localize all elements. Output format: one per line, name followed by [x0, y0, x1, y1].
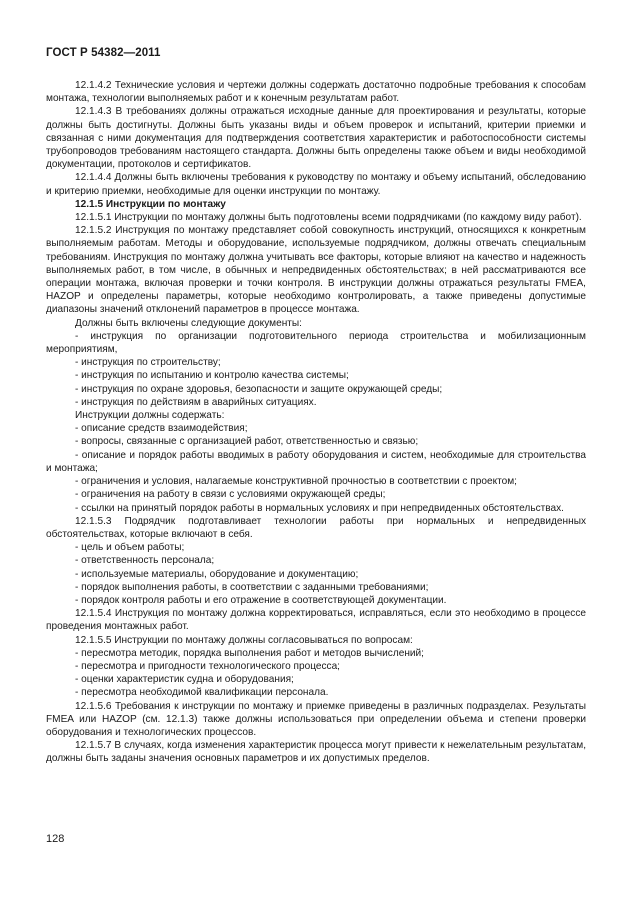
list-item: - пересмотра и пригодности технологического процесса; — [75, 660, 340, 672]
list-item: - инструкция по организации подготовительного периода строительства и мобилизационным мероприятиям, — [46, 330, 586, 356]
paragraph-12-1-4-2: 12.1.4.2 Технические условия и чертежи должны содержать достаточно подробные требования к способам монтажа, технологии выполняемых работ и к конечным результатам работ. — [46, 80, 586, 105]
list-item: - порядок контроля работы и его отражение в соответствующей документации. — [75, 594, 447, 606]
paragraph-12-1-5-2: 12.1.5.2 Инструкция по монтажу представляет собой совокупность инструкций, относящихся к конкретным выполняемым работам. Методы и оборудование, используемые подрядчиком, должны отвечать специальным требованиям. Инструкция по монтажу должна учитывать все факторы, которые влияют на качество и надежность выполняемых работ, в том числе, в обычных и непредвиденных обстоятельствах; в ней рассматриваются все операции монтажа, включая проверки и точки контроля. В инструкции должны отражаться результаты FMEA, HAZOP и определены параметры, которые необходимо контролировать, а также приведены допустимые диапазоны значений отклонений параметров в процессе монтажа. — [46, 225, 586, 316]
paragraph-12-1-5-4: 12.1.5.4 Инструкция по монтажу должна корректироваться, исправляться, если это необходимо в процессе проведения монтажных работ. — [46, 608, 586, 633]
list-item: - вопросы, связанные с организацией работ, ответственностью и связью; — [75, 436, 419, 448]
list-item: - описание средств взаимодействия; — [75, 423, 248, 435]
list-item: - пересмотра методик, порядка выполнения работ и методов вычислений; — [75, 647, 424, 659]
list-item: - ограничения на работу в связи с условиями окружающей среды; — [75, 489, 386, 501]
paragraph-12-1-5-5: 12.1.5.5 Инструкции по монтажу должны согласовываться по вопросам: — [75, 634, 413, 646]
paragraph-12-1-4-4: 12.1.4.4 Должны быть включены требования к руководству по монтажу и объему испытаний, обследованию и критерию приемки, необходимые для оценки инструкции по монтажу. — [46, 172, 586, 197]
paragraph-12-1-5-1: 12.1.5.1 Инструкции по монтажу должны быть подготовлены всеми подрядчиками (по каждому виду работ). — [75, 212, 582, 224]
paragraph-12-1-5-6: 12.1.5.6 Требования к инструкции по монтажу и приемке приведены в различных подразделах. Результаты FMEA или HAZOP (см. 12.1.3) также должны использоваться при определении объема и степени проверки оборудования и технологических процессов. — [46, 700, 586, 738]
list-item: - цель и объем работы; — [75, 542, 185, 554]
list-item: - ограничения и условия, налагаемые конструктивной прочностью в соответствии с проектом; — [75, 476, 517, 488]
list-item: - ответственность персонала; — [75, 555, 215, 567]
document-body — [46, 79, 586, 766]
list-item: - оценки характеристик судна и оборудования; — [75, 674, 294, 686]
page-number: 128 — [46, 833, 65, 845]
list-intro-contents: Инструкции должны содержать: — [75, 410, 225, 422]
paragraph-12-1-5-7: 12.1.5.7 В случаях, когда изменения характеристик процесса могут привести к нежелательным результатам, должны быть заданы значения основных параметров и их допустимых пределов. — [46, 740, 586, 765]
list-item: - инструкция по охране здоровья, безопасности и защите окружающей среды; — [75, 383, 443, 395]
paragraph-12-1-4-3: 12.1.4.3 В требованиях должны отражаться исходные данные для проектирования и результаты, которые должны быть достигнуты. Должны быть указаны виды и объем проверок и испытаний, критерии приемки и связанная с ними документация для подтверждения соответствия характеристик и работоспособности системы трубопроводов требованиям настоящего стандарта. Должны быть определены также объем и виды необходимой документации, протоколов и сертификатов. — [46, 106, 586, 171]
list-item: - инструкция по строительству; — [75, 357, 221, 369]
list-item: - используемые материалы, оборудование и документацию; — [75, 568, 359, 580]
list-item: - описание и порядок работы вводимых в работу оборудования и систем, необходимые для строительства и монтажа; — [46, 449, 586, 474]
list-item: - ссылки на принятый порядок работы в нормальных условиях и при непредвиденных обстоятельствах. — [75, 502, 564, 514]
section-heading-12-1-5: 12.1.5 Инструкции по монтажу — [75, 198, 226, 210]
paragraph-12-1-5-3: 12.1.5.3 Подрядчик подготавливает технологии работы при нормальных и непредвиденных обстоятельствах, которые включают в себя. — [46, 515, 586, 540]
list-intro-documents: Должны быть включены следующие документы: — [75, 317, 302, 329]
list-item: - порядок выполнения работы, в соответствии с заданными требованиями; — [75, 581, 429, 593]
list-item: - инструкция по испытанию и контролю качества системы; — [75, 370, 349, 382]
list-item: - пересмотра необходимой квалификации персонала. — [75, 687, 329, 699]
standard-header: ГОСТ Р 54382—2011 — [46, 47, 161, 59]
list-item: - инструкция по действиям в аварийных ситуациях. — [75, 396, 317, 408]
